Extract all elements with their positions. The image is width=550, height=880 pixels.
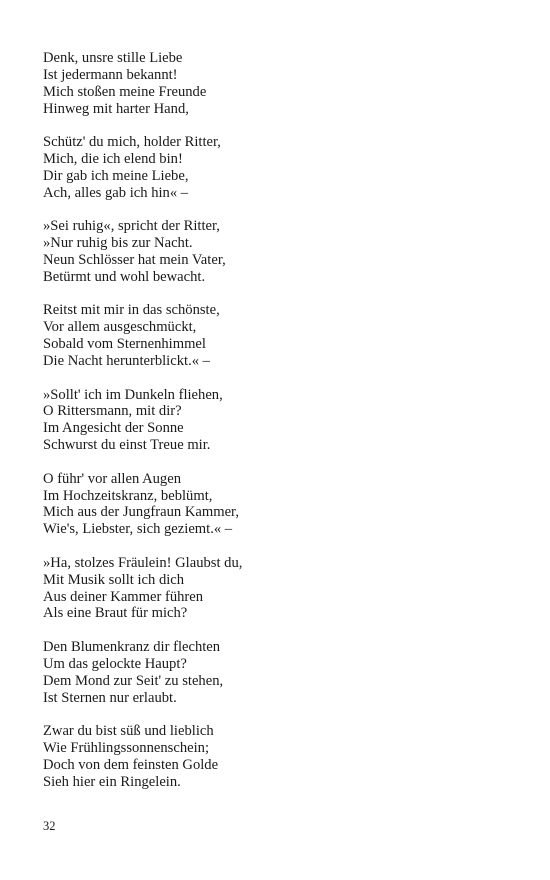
stanza	[43, 387, 523, 455]
stanza	[43, 471, 523, 539]
poem-line: Ist Sternen nur erlaubt.	[43, 689, 177, 706]
poem-line: Mich stoßen meine Freunde	[43, 83, 207, 100]
poem-line: Doch von dem feinsten Golde	[43, 756, 219, 773]
poem-line: Um das gelockte Haupt?	[43, 655, 187, 672]
poem-line: Sieh hier ein Ringelein.	[43, 773, 181, 790]
poem-line: Ach, alles gab ich hin« –	[43, 184, 189, 201]
poem-line: Ist jedermann bekannt!	[43, 66, 178, 83]
poem-line: Hinweg mit harter Hand,	[43, 100, 189, 117]
poem-line: Den Blumenkranz dir flechten	[43, 638, 221, 655]
poem-line: Reitst mit mir in das schönste,	[43, 302, 220, 319]
poem-line: Vor allem ausgeschmückt,	[43, 319, 197, 336]
poem-line: Dir gab ich meine Liebe,	[43, 167, 189, 184]
stanza	[43, 555, 523, 623]
stanza	[43, 218, 523, 286]
stanza	[43, 639, 523, 707]
poem-line: Mich aus der Jungfraun Kammer,	[43, 504, 239, 521]
page-number: 32	[43, 819, 56, 833]
poem-line: Die Nacht herunterblickt.« –	[43, 353, 210, 370]
stanza	[43, 302, 523, 370]
stanza	[43, 723, 523, 791]
poem-line: Im Hochzeitskranz, beblümt,	[43, 487, 213, 504]
poem-line: O Rittersmann, mit dir?	[43, 403, 182, 420]
poem-line: Dem Mond zur Seit' zu stehen,	[43, 672, 224, 689]
poem-line: »Ha, stolzes Fräulein! Glaubst du,	[43, 554, 243, 571]
poem-line: Im Angesicht der Sonne	[43, 420, 184, 437]
poem-line: Wie's, Liebster, sich geziemt.« –	[43, 521, 233, 538]
poem-line: Sobald vom Sternenhimmel	[43, 336, 206, 353]
stanza	[43, 134, 523, 202]
poem-line: Betürmt und wohl bewacht.	[43, 268, 206, 285]
poem-line: Wie Frühlingssonnenschein;	[43, 739, 210, 756]
poem-line: »Nur ruhig bis zur Nacht.	[43, 235, 193, 252]
poem-line: Neun Schlösser hat mein Vater,	[43, 252, 226, 269]
poem-line: Mit Musik sollt ich dich	[43, 571, 185, 588]
poem-line: Aus deiner Kammer führen	[43, 588, 204, 605]
poem-body	[43, 50, 523, 807]
poem-line: Schütz' du mich, holder Ritter,	[43, 134, 221, 151]
poem-line: Zwar du bist süß und lieblich	[43, 723, 214, 739]
stanza	[43, 50, 523, 118]
poem-line: Mich, die ich elend bin!	[43, 151, 183, 168]
poem-line: Denk, unsre stille Liebe	[43, 50, 183, 66]
poem-line: Als eine Braut für mich?	[43, 605, 188, 622]
poem-line: Schwurst du einst Treue mir.	[43, 437, 211, 454]
poem-line: »Sei ruhig«, spricht der Ritter,	[43, 218, 220, 235]
poem-line: O führ' vor allen Augen	[43, 470, 181, 487]
poem-line: »Sollt' ich im Dunkeln fliehen,	[43, 386, 223, 403]
